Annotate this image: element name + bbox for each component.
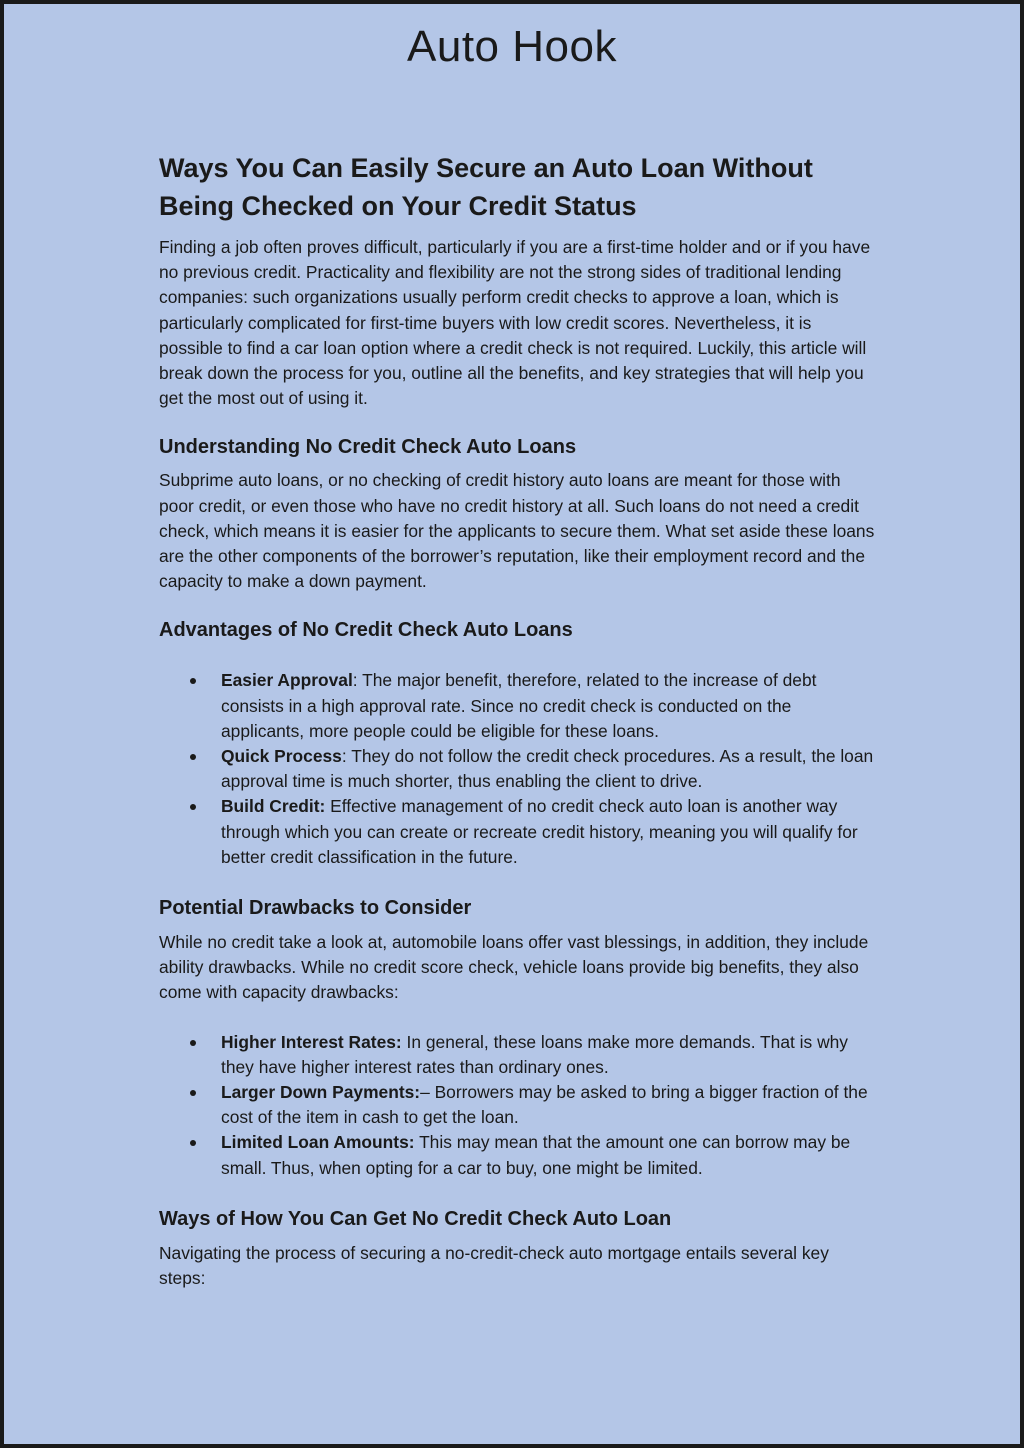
list-item-text: Effective management of no credit check auto loan is another way through which you can create or recreate credit history, meaning you will qualify for better credit classification in the future.: [221, 796, 858, 867]
brand-logo: Auto Hook: [407, 22, 617, 71]
list-item-text: : The major benefit, therefore, related to the increase of debt consists in a high approval rate. Since no credit check is conducted on the applicants, more people could be eligible for these loans.: [221, 670, 817, 741]
list-item-term: Build Credit:: [221, 796, 326, 817]
list-item: [221, 1080, 877, 1130]
list-item: [221, 1130, 877, 1180]
list-item-text: This may mean that the amount one can borrow may be small. Thus, when opting for a car to buy, one might be limited.: [221, 1132, 851, 1178]
section-heading-ways: Ways of How You Can Get No Credit Check Auto Loan: [159, 1207, 672, 1230]
list-item: [221, 1030, 877, 1080]
intro-paragraph: Finding a job often proves difficult, particularly if you are a first-time holder and or if you have no previous credit. Practicality and flexibility are not the strong sides of traditional lending companies: such organizations usually perform credit checks to approve a loan, which is particularly complicated for first-time buyers with low credit scores. Nevertheless, it is possible to find a car loan option where a credit check is not required. Luckily, this article will break down the process for you, outline all the benefits, and key strategies that will help you get the most out of using it.: [159, 237, 871, 409]
list-item-text: : They do not follow the credit check procedures. As a result, the loan approval time is much shorter, thus enabling the client to drive.: [221, 746, 874, 792]
article-title: Ways You Can Easily Secure an Auto Loan Without Being Checked on Your Credit Status: [159, 153, 813, 221]
list-item: [221, 668, 877, 744]
list-item-text: In general, these loans make more demands. That is why they have higher interest rates than ordinary ones.: [221, 1031, 848, 1077]
list-item-text: – Borrowers may be asked to bring a bigger fraction of the cost of the item in cash to get the loan.: [221, 1082, 868, 1128]
section-heading-drawbacks: Potential Drawbacks to Consider: [159, 897, 472, 920]
list-item-term: Easier Approval: [221, 670, 353, 691]
list-item-term: Higher Interest Rates:: [221, 1031, 402, 1052]
article: [159, 149, 877, 1291]
list-item-term: Limited Loan Amounts:: [221, 1132, 415, 1153]
understanding-paragraph: Subprime auto loans, or no checking of credit history auto loans are meant for those with poor credit, or even those who have no credit history at all. Such loans do not need a credit check, which means it is easier for the applicants to secure them. What set aside these loans are the other components of the borrower’s reputation, like their employment record and the capacity to make a down payment.: [159, 470, 875, 592]
list-item-term: Quick Process: [221, 746, 342, 767]
drawbacks-list: [159, 1030, 877, 1181]
ways-paragraph: Navigating the process of securing a no-credit-check auto mortgage entails several key steps:: [159, 1242, 829, 1289]
list-item: [221, 794, 877, 870]
section-heading-advantages: Advantages of No Credit Check Auto Loans: [159, 619, 573, 642]
list-item-term: Larger Down Payments:: [221, 1082, 421, 1103]
section-heading-understanding: Understanding No Credit Check Auto Loans: [159, 436, 577, 459]
drawbacks-paragraph: While no credit take a look at, automobile loans offer vast blessings, in addition, they include ability drawbacks. While no credit score check, vehicle loans provide big benefits, they also come with capacity drawbacks:: [159, 932, 869, 1003]
list-item: [221, 744, 877, 794]
advantages-list: [159, 668, 877, 870]
